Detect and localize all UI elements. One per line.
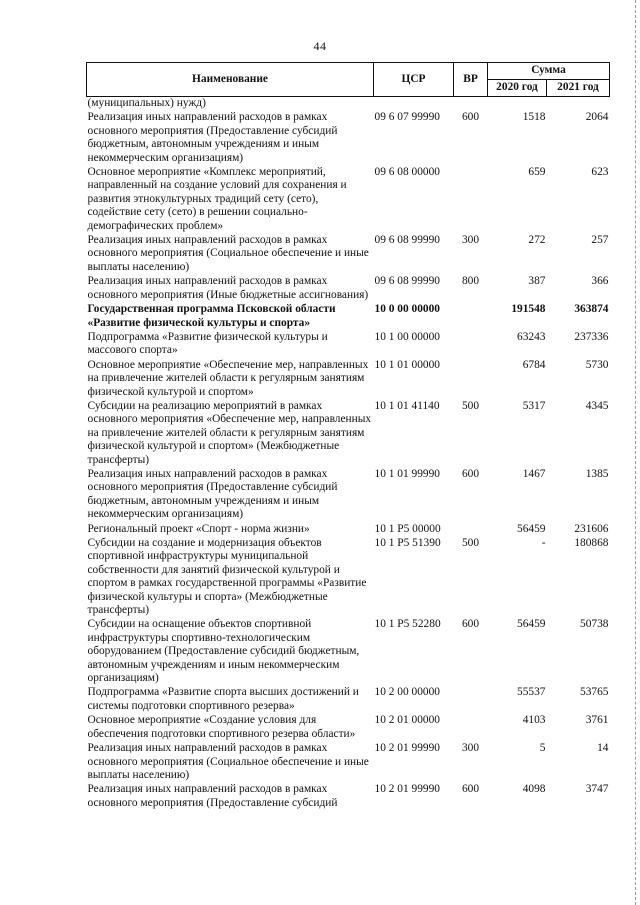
table-row [87, 523, 610, 537]
row-amount-2020: 55537 [517, 686, 546, 699]
table-row [87, 400, 610, 468]
row-name: Реализация иных направлений расходов в рамках основного мероприятия (Социальное обеспечение и иные выплаты населению) [87, 234, 369, 273]
row-name: Региональный проект «Спорт - норма жизни» [87, 522, 310, 535]
row-amount-2021: 4345 [585, 399, 609, 412]
header-year-2020: 2020 год [488, 80, 547, 97]
row-name: Субсидии на оснащение объектов спортивной инфраструктуры спортивно-технологическим оборудованием (Предоставление субсидий бюджетным, автономным учреждениям и иным некоммерческим организациям) [87, 618, 360, 685]
header-year-2021: 2021 год [547, 80, 610, 97]
row-amount-2020: 272 [528, 234, 546, 247]
row-amount-2021: 50738 [580, 618, 609, 631]
row-vr-code [454, 331, 488, 359]
table-row [87, 331, 610, 359]
row-csr-code: 10 1 00 00000 [374, 330, 440, 343]
row-amount-2020: 5317 [522, 399, 546, 412]
table-row [87, 742, 610, 783]
row-name: Государственная программа Псковской области «Развитие физической культуры и спорта» [87, 303, 336, 329]
row-name: Субсидии на реализацию мероприятий в рамках основного мероприятия «Обеспечение мер, направленных на привлечение жителей области к регулярным занятиям физической культурой и спортом» (Межбюджетные трансферты) [87, 399, 372, 466]
row-vr-code: 600 [461, 111, 480, 124]
table-header [87, 63, 610, 97]
table-row [87, 714, 610, 742]
row-amount-2020 [488, 97, 547, 112]
row-amount-2021: 5730 [585, 358, 609, 371]
table-row [87, 618, 610, 686]
page-number: 44 [313, 39, 327, 53]
row-amount-2021 [547, 97, 610, 112]
row-amount-2021: 366 [591, 275, 609, 288]
table-row [87, 537, 610, 618]
table-body [87, 97, 610, 812]
row-csr-code: 10 2 01 99990 [374, 783, 440, 796]
row-csr-code: 10 1 P5 00000 [374, 522, 441, 535]
row-name: Основное мероприятие «Создание условия для обеспечения подготовки спортивного резерва области» [87, 714, 356, 740]
row-amount-2020: 6784 [522, 358, 546, 371]
row-amount-2021: 2064 [585, 111, 609, 124]
row-amount-2021: 180868 [574, 537, 609, 549]
row-name: Реализация иных направлений расходов в рамках основного мероприятия (Социальное обеспечение и иные выплаты населению) [87, 742, 369, 781]
row-amount-2021: 623 [591, 166, 609, 179]
row-amount-2021: 237336 [574, 330, 609, 343]
row-vr-code: 300 [461, 234, 480, 247]
row-amount-2020: 659 [528, 166, 546, 179]
row-amount-2020: 5 [539, 742, 546, 755]
row-vr-code: 500 [461, 399, 480, 412]
row-vr-code [454, 97, 488, 112]
row-amount-2021: 14 [597, 742, 609, 755]
row-vr-code [454, 686, 488, 714]
header-csr: ЦСР [374, 63, 454, 97]
row-csr-code: 10 2 01 00000 [374, 714, 440, 727]
row-amount-2021: 1385 [585, 467, 609, 480]
row-vr-code: 600 [461, 783, 480, 796]
row-amount-2020: 191548 [511, 303, 546, 316]
row-amount-2021: 231606 [574, 522, 609, 535]
row-name: Основное мероприятие «Комплекс мероприятий, направленный на создание условий для сохранения и развития этнокультурных традиций сету (сето), содействие сету (сето) в решении социально-демографических проблем» [87, 166, 347, 232]
row-amount-2020: 4103 [522, 714, 546, 727]
row-name: (муниципальных) нужд) [87, 97, 206, 109]
table-row [87, 783, 610, 811]
row-amount-2020: 56459 [517, 522, 546, 535]
row-csr-code: 10 0 00 00000 [374, 303, 440, 316]
row-name: Основное мероприятие «Обеспечение мер, направленных на привлечение жителей области к регулярным занятиям физической культурой и спортом» [87, 358, 369, 398]
row-name: Реализация иных направлений расходов в рамках основного мероприятия (Предоставление субсидий бюджетным, автономным учреждениям и иным некоммерческим организациям) [87, 111, 338, 164]
row-name: Реализация иных направлений расходов в рамках основного мероприятия (Предоставление субсидий бюджетным, автономным учреждениям и иным некоммерческим организациям) [87, 467, 338, 521]
page-edge-line [634, 0, 636, 905]
row-vr-code: 800 [461, 275, 480, 288]
row-name: Реализация иных направлений расходов в рамках основного мероприятия (Иные бюджетные ассигнования) [87, 275, 369, 301]
row-amount-2020: - [541, 537, 546, 549]
row-csr-code: 10 1 P5 51390 [374, 537, 441, 549]
row-vr-code [454, 359, 488, 400]
row-vr-code [454, 303, 488, 331]
row-csr-code: 09 6 07 99990 [374, 111, 440, 124]
table-row [87, 468, 610, 523]
row-vr-code [454, 166, 488, 234]
row-amount-2020: 4098 [522, 783, 546, 796]
header-sum: Сумма [488, 63, 610, 80]
row-amount-2021: 363874 [574, 303, 609, 316]
row-csr-code: 10 1 P5 52280 [374, 618, 441, 631]
table-row [87, 275, 610, 303]
row-name: Подпрограмма «Развитие спорта высших достижений и системы подготовки спортивного резерва» [87, 686, 359, 712]
row-csr-code: 10 1 01 41140 [374, 399, 440, 412]
table-row [87, 97, 610, 112]
row-csr-code [374, 97, 454, 112]
row-csr-code: 10 2 00 00000 [374, 686, 440, 699]
row-vr-code [454, 523, 488, 537]
row-name: Субсидии на создание и модернизация объектов спортивной инфраструктуры муниципальной собственности для занятий физической культурой и спортом в рамках государственной программы «Развитие физической культуры и спорта» (Межбюджетные трансферты) [87, 537, 367, 617]
row-amount-2021: 257 [591, 234, 609, 247]
row-vr-code: 600 [461, 467, 480, 480]
row-amount-2021: 3747 [585, 783, 609, 796]
header-vr: ВР [454, 63, 488, 97]
row-csr-code: 09 6 08 99990 [374, 234, 440, 247]
row-name: Подпрограмма «Развитие физической культуры и массового спорта» [87, 330, 328, 357]
budget-table [86, 62, 610, 811]
row-vr-code [454, 714, 488, 742]
table-row [87, 686, 610, 714]
row-vr-code: 300 [461, 742, 480, 755]
row-amount-2020: 63243 [517, 330, 546, 343]
row-csr-code: 09 6 08 99990 [374, 275, 440, 288]
row-vr-code: 500 [461, 537, 480, 549]
row-amount-2020: 1518 [522, 111, 546, 124]
table-row [87, 166, 610, 234]
table-row [87, 359, 610, 400]
table-row [87, 234, 610, 275]
row-amount-2020: 56459 [517, 618, 546, 631]
row-csr-code: 10 2 01 99990 [374, 742, 440, 755]
row-name: Реализация иных направлений расходов в рамках основного мероприятия (Предоставление субсидий [87, 783, 338, 809]
row-amount-2020: 1467 [522, 467, 546, 480]
table-row [87, 303, 610, 331]
row-amount-2021: 3761 [585, 714, 609, 727]
row-vr-code: 600 [461, 618, 480, 631]
row-csr-code: 09 6 08 00000 [374, 166, 440, 179]
row-csr-code: 10 1 01 99990 [374, 467, 440, 480]
row-csr-code: 10 1 01 00000 [374, 358, 440, 371]
header-name: Наименование [87, 63, 374, 97]
table-row [87, 111, 610, 166]
row-amount-2020: 387 [528, 275, 546, 288]
row-amount-2021: 53765 [580, 686, 609, 699]
